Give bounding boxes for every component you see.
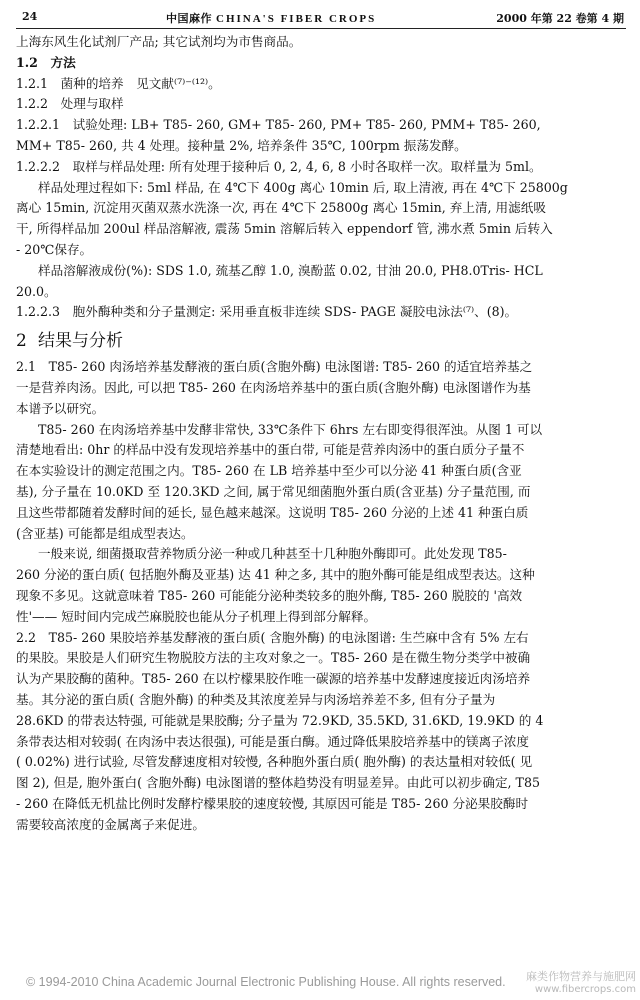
text-line: - 260 在降低无机盐比例时发酵柠檬果胶的速度较慢, 其原因可能是 T85- 260 分泌果胶酶时 [16,795,529,811]
text-line: 基。其分泌的蛋白质( 含胞外酶) 的种类及其浓度差异与肉汤培养差不多, 但有分子量为 [16,691,496,707]
text-line: 本谱予以研究。 [16,400,105,416]
text-line: 1.2.2.2 取样与样品处理: 所有处理于接种后 0, 2, 4, 6, 8 小时各取样一次。取样量为 5ml。 [16,158,542,174]
subsection-heading: 1.2.2 处理与取样 [16,96,124,112]
text-line: T85- 260 在肉汤培养基中发酵非常快, 33℃条件下 6hrs 左右即变得很浑浊。从图 1 可以 [38,421,543,437]
site-watermark [526,968,636,995]
section-heading: 1.2 方法 [16,54,76,70]
text-line: 现象不多见。这就意味着 T85- 260 可能能分泌种类较多的胞外酶, T85- 260 脱胶的 '高效 [16,587,523,603]
section-title: 结果与分析 [38,331,123,352]
text-line: 图 2), 但是, 胞外蛋白( 含胞外酶) 电泳图谱的整体趋势没有明显差异。由此可以初步确定, T85 [16,775,540,791]
text-line: - 20℃保存。 [16,241,93,257]
text-line: 1.2.2.3 胞外酶种类和分子量测定: 采用垂直板非连续 SDS- PAGE 凝胶电泳法⁽⁷⁾、(8)。 [16,304,518,320]
text-line: 一是营养肉汤。因此, 可以把 T85- 260 在肉汤培养基中的蛋白质(含胞外酶) 电泳图谱作为基 [16,379,531,395]
watermark-url: www.fibercrops.com [534,984,636,995]
text-line: 上海东风生化试剂厂产品; 其它试剂均为市售商品。 [16,34,302,49]
text-line: 样品溶解液成份(%): SDS 1.0, 巯基乙醇 1.0, 溴酚蓝 0.02, 甘油 20.0, PH8.0Tris- HCL [38,262,543,278]
text-line: 清楚地看出: 0hr 的样品中没有发现培养基中的蛋白带, 可能是营养肉汤中的蛋白质分子量不 [16,442,525,458]
text-line: 基), 分子量在 10.0KD 至 120.3KD 之间, 属于常见细菌胞外蛋白质(含亚基) 分子量范围, 而 [16,483,531,499]
watermark-cn: 麻类作物营养与施肥网 [526,970,636,983]
text-line: MM+ T85- 260, 共 4 处理。接种量 2%, 培养条件 35℃, 100rpm 振荡发酵。 [16,137,467,153]
text-line: 干, 所得样品加 200ul 样品溶解液, 震荡 5min 溶解后转入 eppendorf 管, 沸水煮 5min 后转入 [16,221,553,237]
text-line: 260 分泌的蛋白质( 包括胞外酶及亚基) 达 41 种之多, 其中的胞外酶可能是组成型表达。这种 [16,567,535,583]
text-line: 2.1 T85- 260 肉汤培养基发酵液的蛋白质(含胞外酶) 电泳图谱: T85- 260 的适宜培养基之 [16,359,533,375]
article-body [16,32,624,835]
running-header [16,6,626,29]
copyright-footer: © 1994-2010 China Academic Journal Electronic Publishing House. All rights reserved. [26,975,506,989]
text-line: 1.2.2.1 试验处理: LB+ T85- 260, GM+ T85- 260, PM+ T85- 260, PMM+ T85- 260, [16,117,541,133]
section-2-heading [16,327,624,355]
text-line: 28.6KD 的带表达特强, 可能就是果胶酶; 分子量为 72.9KD, 35.5KD, 31.6KD, 19.9KD 的 4 [16,712,544,728]
journal-title-en: CHINA'S FIBER CROPS [216,13,377,25]
text-line: (含亚基) 可能都是组成型表达。 [16,525,194,541]
text-line: 一般来说, 细菌摄取营养物质分泌一种或几种甚至十几种胞外酶即可。此处发现 T85- [38,546,507,562]
text-line: 性'—— 短时间内完成苎麻脱胶也能从分子机理上得到部分解释。 [16,608,377,624]
issue-info: 2000 年第 22 卷第 4 期 [496,12,624,25]
text-line: 20.0。 [16,283,57,299]
text-line: 且这些带都随着发酵时间的延长, 显色越来越深。这说明 T85- 260 分泌的上述 41 种蛋白质 [16,504,529,520]
text-line: 的果胶。果胶是人们研究生物脱胶方法的主攻对象之一。T85- 260 是在微生物分类学中被确 [16,650,531,666]
text-line: 样品处理过程如下: 5ml 样品, 在 4℃下 400g 离心 10min 后, 取上清液, 再在 4℃下 25800g [38,179,568,195]
text-line: 在本实验设计的测定范围之内。T85- 260 在 LB 培养基中至少可以分泌 41 种蛋白质(含亚 [16,463,522,479]
page-number: 24 [22,10,38,23]
text-line: 需要较高浓度的金属离子来促进。 [16,816,205,832]
journal-title-cn: 中国麻作 [166,12,212,25]
text-line: ( 0.02%) 进行试验, 尽管发酵速度相对较慢, 各种胞外蛋白质( 胞外酶) 的表达量相对较低( 见 [16,754,533,770]
text-line: 离心 15min, 沉淀用灭菌双蒸水洗涤一次, 再在 4℃下 25800g 离心 15min, 弃上清, 用滤纸吸 [16,200,546,216]
text-line: 2.2 T85- 260 果胶培养基发酵液的蛋白质( 含胞外酶) 的电泳图谱: 生苎麻中含有 5% 左右 [16,629,529,645]
subsection-heading: 1.2.1 菌种的培养 见文献⁽⁷⁾⁻⁽¹²⁾。 [16,75,221,91]
journal-title [166,10,376,26]
text-line: 认为产果胶酶的菌种。T85- 260 在以柠檬果胶作唯一碳源的培养基中发酵速度接近肉汤培养 [16,671,531,687]
section-number: 2 [16,331,27,352]
text-line: 条带表达相对较弱( 在肉汤中表达很强), 可能是蛋白酶。通过降低果胶培养基中的镁离子浓度 [16,733,529,749]
